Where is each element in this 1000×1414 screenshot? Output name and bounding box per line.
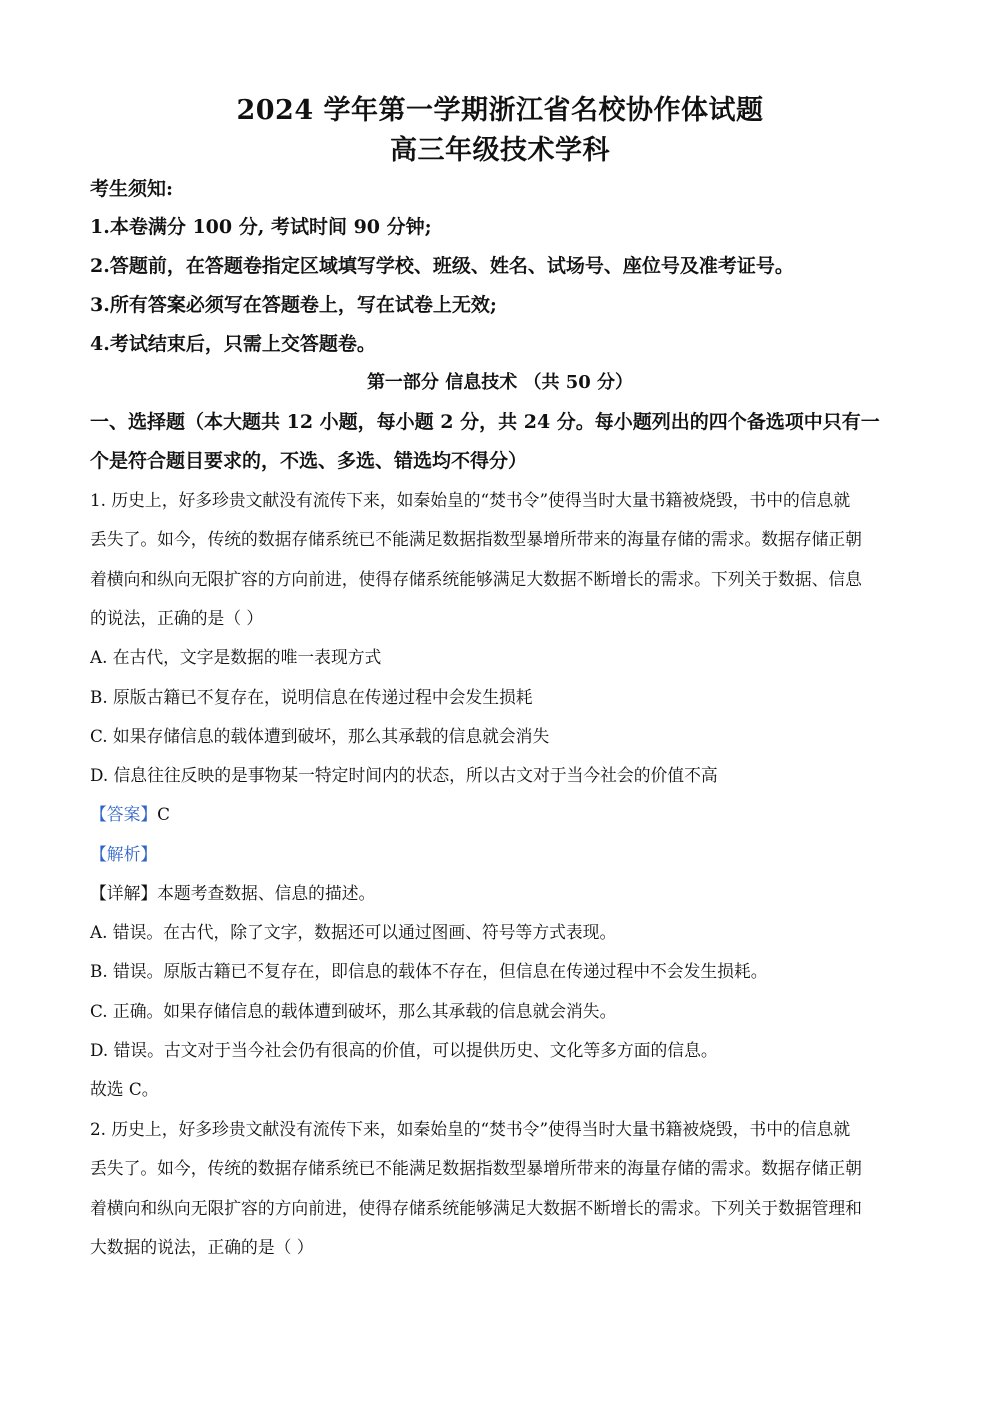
notice-item: 3.所有答案必须写在答题卷上，写在试卷上无效; [90, 294, 497, 316]
question-1-option-b: B. 原版古籍已不复存在，说明信息在传递过程中会发生损耗 [90, 687, 533, 707]
explanation-c: C. 正确。如果存储信息的载体遭到破坏，那么其承载的信息就会消失。 [90, 1001, 617, 1021]
answer-row [90, 801, 170, 825]
detail-line: 【详解】本题考查数据、信息的描述。 [90, 883, 376, 903]
question-1-option-c: C. 如果存储信息的载体遭到破坏，那么其承载的信息就会消失 [90, 726, 550, 746]
explanation-b: B. 错误。原版古籍已不复存在，即信息的载体不存在，但信息在传递过程中不会发生损耗。 [90, 961, 768, 981]
answer-value: C [157, 804, 170, 824]
analysis-tag: 【解析】 [90, 844, 158, 864]
notice-item: 1.本卷满分 100 分, 考试时间 90 分钟; [90, 216, 432, 238]
answer-tag: 【答案】 [90, 804, 158, 824]
part-heading: 第一部分 信息技术 （共 50 分） [366, 372, 634, 393]
section-heading-line: 一、选择题（本大题共 12 小题，每小题 2 分，共 24 分。每小题列出的四个备选项中只有一 [90, 411, 880, 433]
question-1-stem-line: 丢失了。如今，传统的数据存储系统已不能满足数据指数型暴增所带来的海量存储的需求。数据存储正朝 [90, 529, 862, 549]
question-2-stem-line: 大数据的说法，正确的是（ ） [90, 1237, 314, 1257]
question-1-stem-line: 着横向和纵向无限扩容的方向前进，使得存储系统能够满足大数据不断增长的需求。下列关于数据、信息 [90, 569, 862, 589]
conclusion-line: 故选 C。 [90, 1079, 159, 1099]
question-2-stem-line: 2. 历史上，好多珍贵文献没有流传下来，如秦始皇的“焚书令”使得当时大量书籍被烧毁，书中的信息就 [90, 1119, 851, 1139]
notice-item: 4.考试结束后，只需上交答题卷。 [90, 333, 376, 355]
exam-subtitle: 高三年级技术学科 [390, 135, 610, 166]
question-2-stem-line: 着横向和纵向无限扩容的方向前进，使得存储系统能够满足大数据不断增长的需求。下列关于数据管理和 [90, 1198, 862, 1218]
explanation-a: A. 错误。在古代，除了文字，数据还可以通过图画、符号等方式表现。 [90, 922, 617, 942]
notice-item: 2.答题前，在答题卷指定区域填写学校、班级、姓名、试场号、座位号及准考证号。 [90, 255, 794, 277]
explanation-d: D. 错误。古文对于当今社会仍有很高的价值，可以提供历史、文化等多方面的信息。 [90, 1040, 718, 1060]
section-heading-line: 个是符合题目要求的，不选、多选、错选均不得分） [90, 450, 528, 472]
question-1-option-d: D. 信息往往反映的是事物某一特定时间内的状态，所以古文对于当今社会的价值不高 [90, 765, 718, 785]
exam-title: 2024 学年第一学期浙江省名校协作体试题 [236, 95, 764, 126]
question-1-stem-line: 的说法，正确的是（ ） [90, 608, 264, 628]
question-1-stem-line: 1. 历史上，好多珍贵文献没有流传下来，如秦始皇的“焚书令”使得当时大量书籍被烧毁，书中的信息就 [90, 490, 851, 510]
question-2-stem-line: 丢失了。如今，传统的数据存储系统已不能满足数据指数型暴增所带来的海量存储的需求。数据存储正朝 [90, 1158, 862, 1178]
notice-heading: 考生须知: [90, 178, 174, 200]
question-1-option-a: A. 在古代，文字是数据的唯一表现方式 [90, 647, 382, 667]
